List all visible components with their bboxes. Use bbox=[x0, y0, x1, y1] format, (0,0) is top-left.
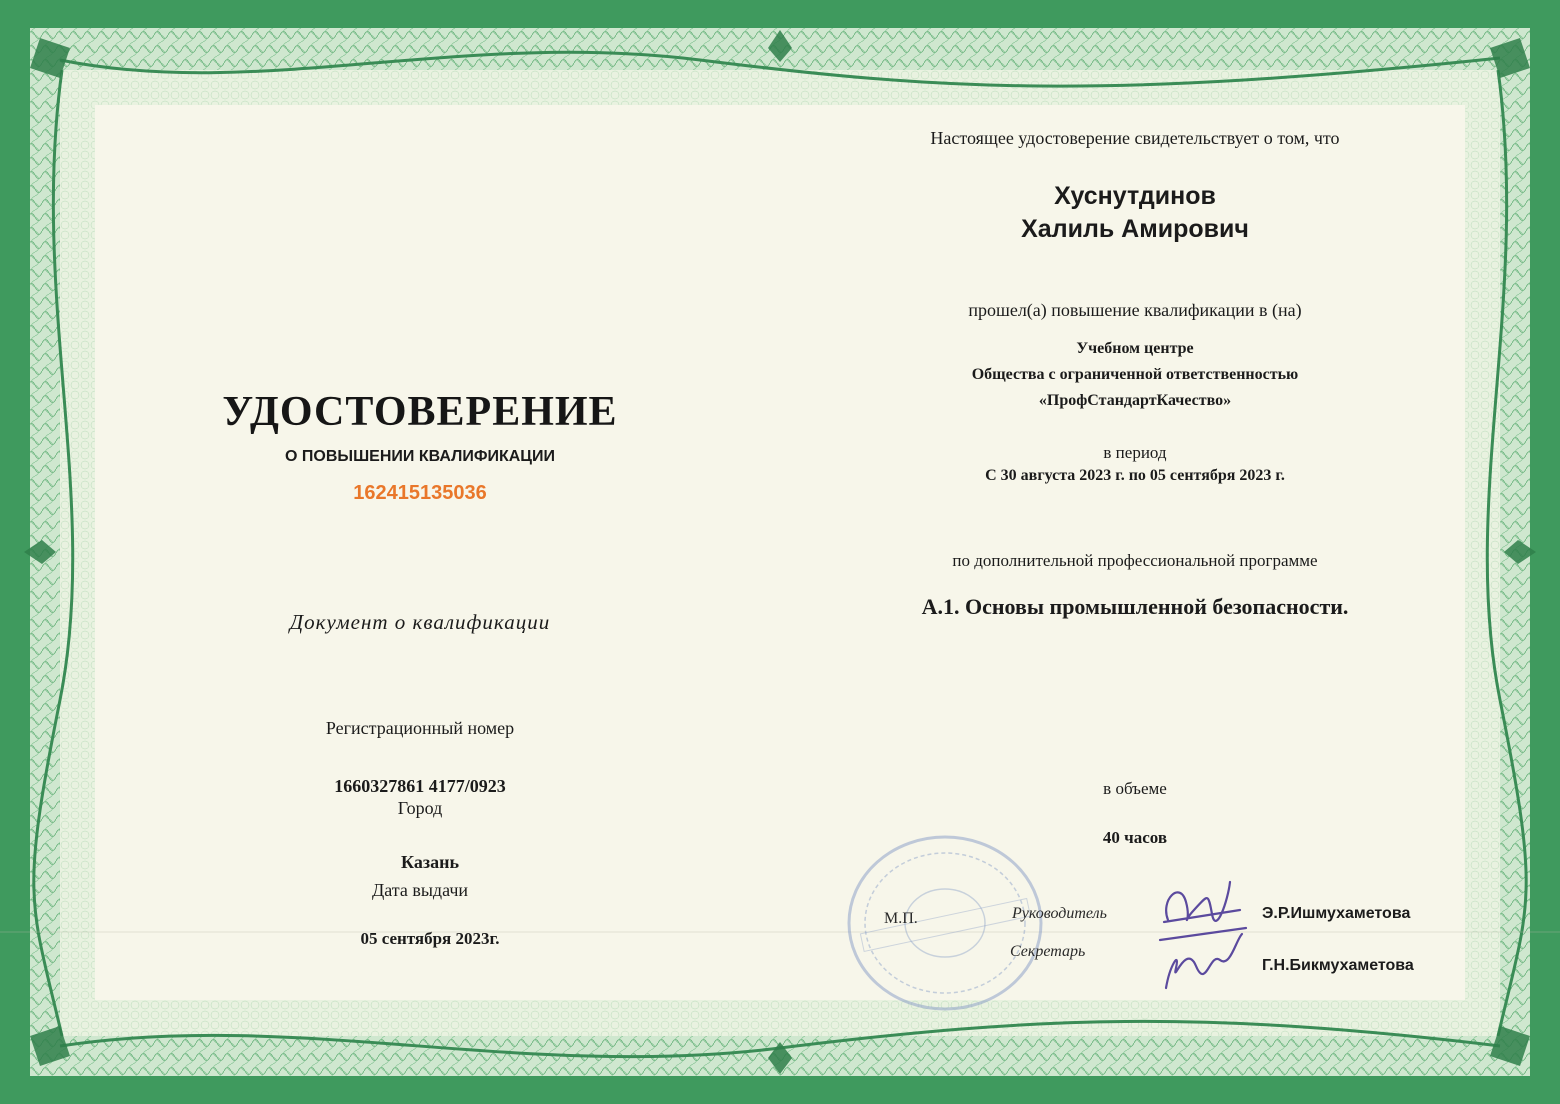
organization-line-2: Общества с ограниченной ответственностью bbox=[971, 366, 1299, 383]
issue-date-label: Дата выдачи bbox=[371, 880, 469, 900]
holder-surname: Хуснутдинов bbox=[1054, 182, 1216, 210]
document-number: 162415135036 bbox=[353, 482, 487, 504]
holder-given-name: Халиль Амирович bbox=[1021, 215, 1249, 243]
period-value: С 30 августа 2023 г. по 05 сентября 2023 г. bbox=[985, 467, 1285, 484]
registration-label: Регистрационный номер bbox=[325, 718, 515, 738]
intro-text: Настоящее удостоверение свидетельствует о том, что bbox=[930, 128, 1340, 148]
secretary-label: Секретарь bbox=[1010, 943, 1086, 960]
left-panel bbox=[120, 0, 720, 1104]
issue-date-value: 05 сентября 2023г. bbox=[360, 929, 500, 948]
registration-number: 1660327861 4177/0923 bbox=[334, 776, 506, 796]
program-value: А.1. Основы промышленной безопасности. bbox=[921, 594, 1349, 619]
organization-line-3: «ПрофСтандартКачество» bbox=[1038, 392, 1232, 409]
volume-value: 40 часов bbox=[1102, 828, 1168, 847]
document-subtitle: О ПОВЫШЕНИИ КВАЛИФИКАЦИИ bbox=[285, 448, 555, 465]
completed-text: прошел(а) повышение квалификации в (на) bbox=[968, 300, 1302, 320]
seal-place-label: М.П. bbox=[884, 910, 918, 927]
document-type: Документ о квалификации bbox=[289, 610, 551, 634]
seal-stamp bbox=[840, 828, 1050, 1018]
secretary-name: Г.Н.Бикмухаметова bbox=[1262, 957, 1414, 974]
document-title: УДОСТОВЕРЕНИЕ bbox=[222, 389, 618, 435]
head-name: Э.Р.Ишмухаметова bbox=[1262, 905, 1411, 922]
head-label: Руководитель bbox=[1012, 905, 1107, 922]
period-label: в период bbox=[1103, 443, 1167, 462]
signature-drawings bbox=[1150, 870, 1260, 1000]
city-value: Казань bbox=[401, 852, 459, 872]
organization-line-1: Учебном центре bbox=[1076, 340, 1194, 357]
city-label: Город bbox=[397, 798, 443, 818]
volume-label: в объеме bbox=[1103, 779, 1167, 798]
program-label: по дополнительной профессиональной программе bbox=[952, 551, 1318, 570]
